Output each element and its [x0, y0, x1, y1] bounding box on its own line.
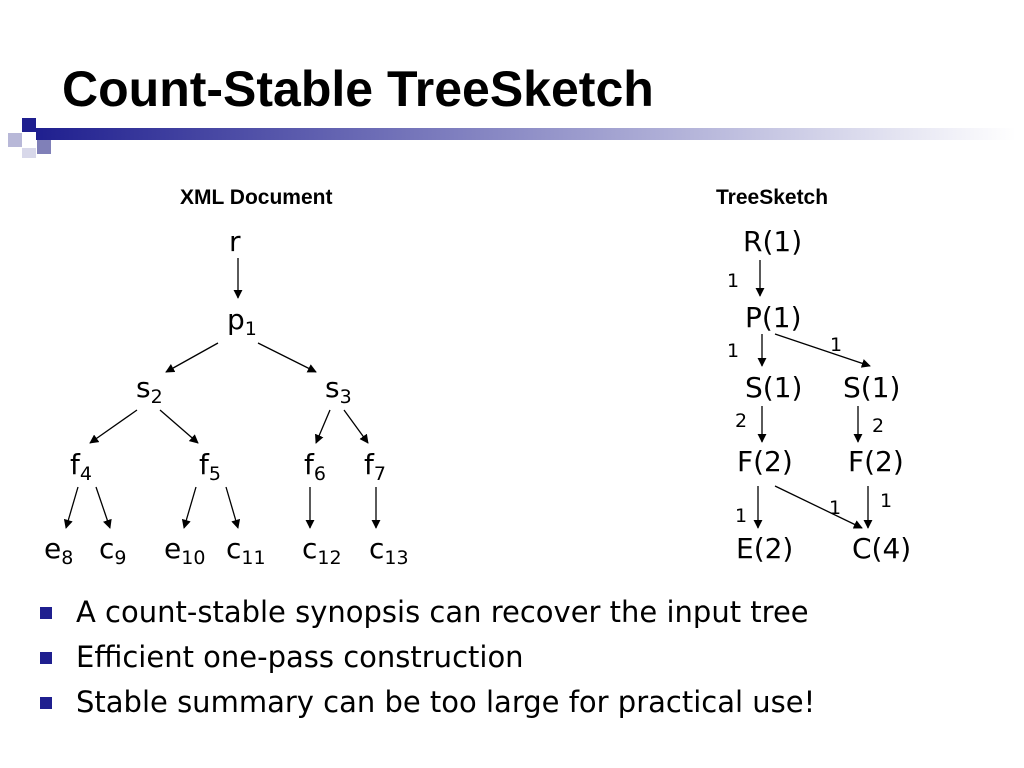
- edge-label-S2-F2: 2: [872, 415, 885, 437]
- edge-label-R-P: 1: [727, 270, 740, 292]
- edge-P-S2: [775, 334, 870, 366]
- xml-node-c13: $c_{13}$: [369, 532, 409, 569]
- bullet-item: [36, 680, 815, 725]
- edge-f4-c9: [96, 487, 110, 528]
- square-bullet-icon: [40, 652, 52, 664]
- xml-node-c11: $c_{11}$: [226, 532, 266, 569]
- edge-s3-f6: [316, 410, 330, 443]
- edge-p1-s3: [258, 343, 316, 372]
- square-bullet-icon: [40, 697, 52, 709]
- bullet-item: [36, 635, 815, 680]
- bullet-text: A count-stable synopsis can recover the input tree: [76, 595, 809, 629]
- sketch-node-S1: S(1): [745, 371, 803, 404]
- xml-node-r: r: [229, 225, 241, 258]
- xml-node-e8: $e_8$: [44, 532, 74, 569]
- sketch-node-C: C(4): [852, 532, 912, 565]
- xml-node-c9: $c_9$: [99, 532, 127, 569]
- bullet-item: [36, 590, 815, 635]
- bullet-list: [36, 590, 815, 725]
- xml-node-s3: $s_3$: [325, 371, 352, 408]
- edge-s3-f7: [344, 410, 368, 443]
- bullet-text: Stable summary can be too large for practical use!: [76, 685, 816, 719]
- treesketch-label: TreeSketch: [716, 186, 829, 209]
- edge-p1-s2: [166, 343, 218, 372]
- sketch-node-F2: F(2): [848, 445, 904, 478]
- slide-title: Count-Stable TreeSketch: [62, 61, 654, 117]
- edge-s2-f4: [90, 410, 137, 443]
- xml-node-f7: $f_7$: [364, 448, 386, 485]
- edge-label-P-S2: 1: [830, 334, 843, 356]
- edge-label-F2-C: 1: [880, 490, 893, 512]
- xml-node-c12: $c_{12}$: [302, 532, 342, 569]
- edge-label-F1-C: 1: [829, 497, 842, 519]
- edge-label-P-S1: 1: [727, 340, 740, 362]
- edge-F1-C: [775, 486, 862, 528]
- sketch-node-F1: F(2): [737, 445, 793, 478]
- bullet-text: Efficient one-pass construction: [76, 640, 524, 674]
- edge-label-S1-F1: 2: [735, 410, 748, 432]
- sketch-node-R: R(1): [743, 225, 803, 258]
- edge-label-F1-E: 1: [735, 505, 748, 527]
- xml-node-f6: $f_6$: [304, 448, 326, 485]
- xml-document-label: XML Document: [180, 186, 333, 209]
- edge-f5-c11: [226, 487, 238, 528]
- xml-node-s2: $s_2$: [136, 371, 163, 408]
- edge-f5-e10: [184, 487, 196, 528]
- edge-s2-f5: [160, 410, 198, 443]
- sketch-node-P: P(1): [745, 301, 802, 334]
- xml-node-f5: $f_5$: [199, 448, 221, 485]
- xml-node-e10: $e_{10}$: [164, 532, 206, 569]
- edge-f4-e8: [66, 487, 78, 528]
- square-bullet-icon: [40, 607, 52, 619]
- xml-node-f4: $f_4$: [70, 448, 92, 485]
- sketch-node-S2: S(1): [843, 371, 901, 404]
- sketch-node-E: E(2): [736, 532, 794, 565]
- xml-node-p1: $p_1$: [227, 303, 257, 340]
